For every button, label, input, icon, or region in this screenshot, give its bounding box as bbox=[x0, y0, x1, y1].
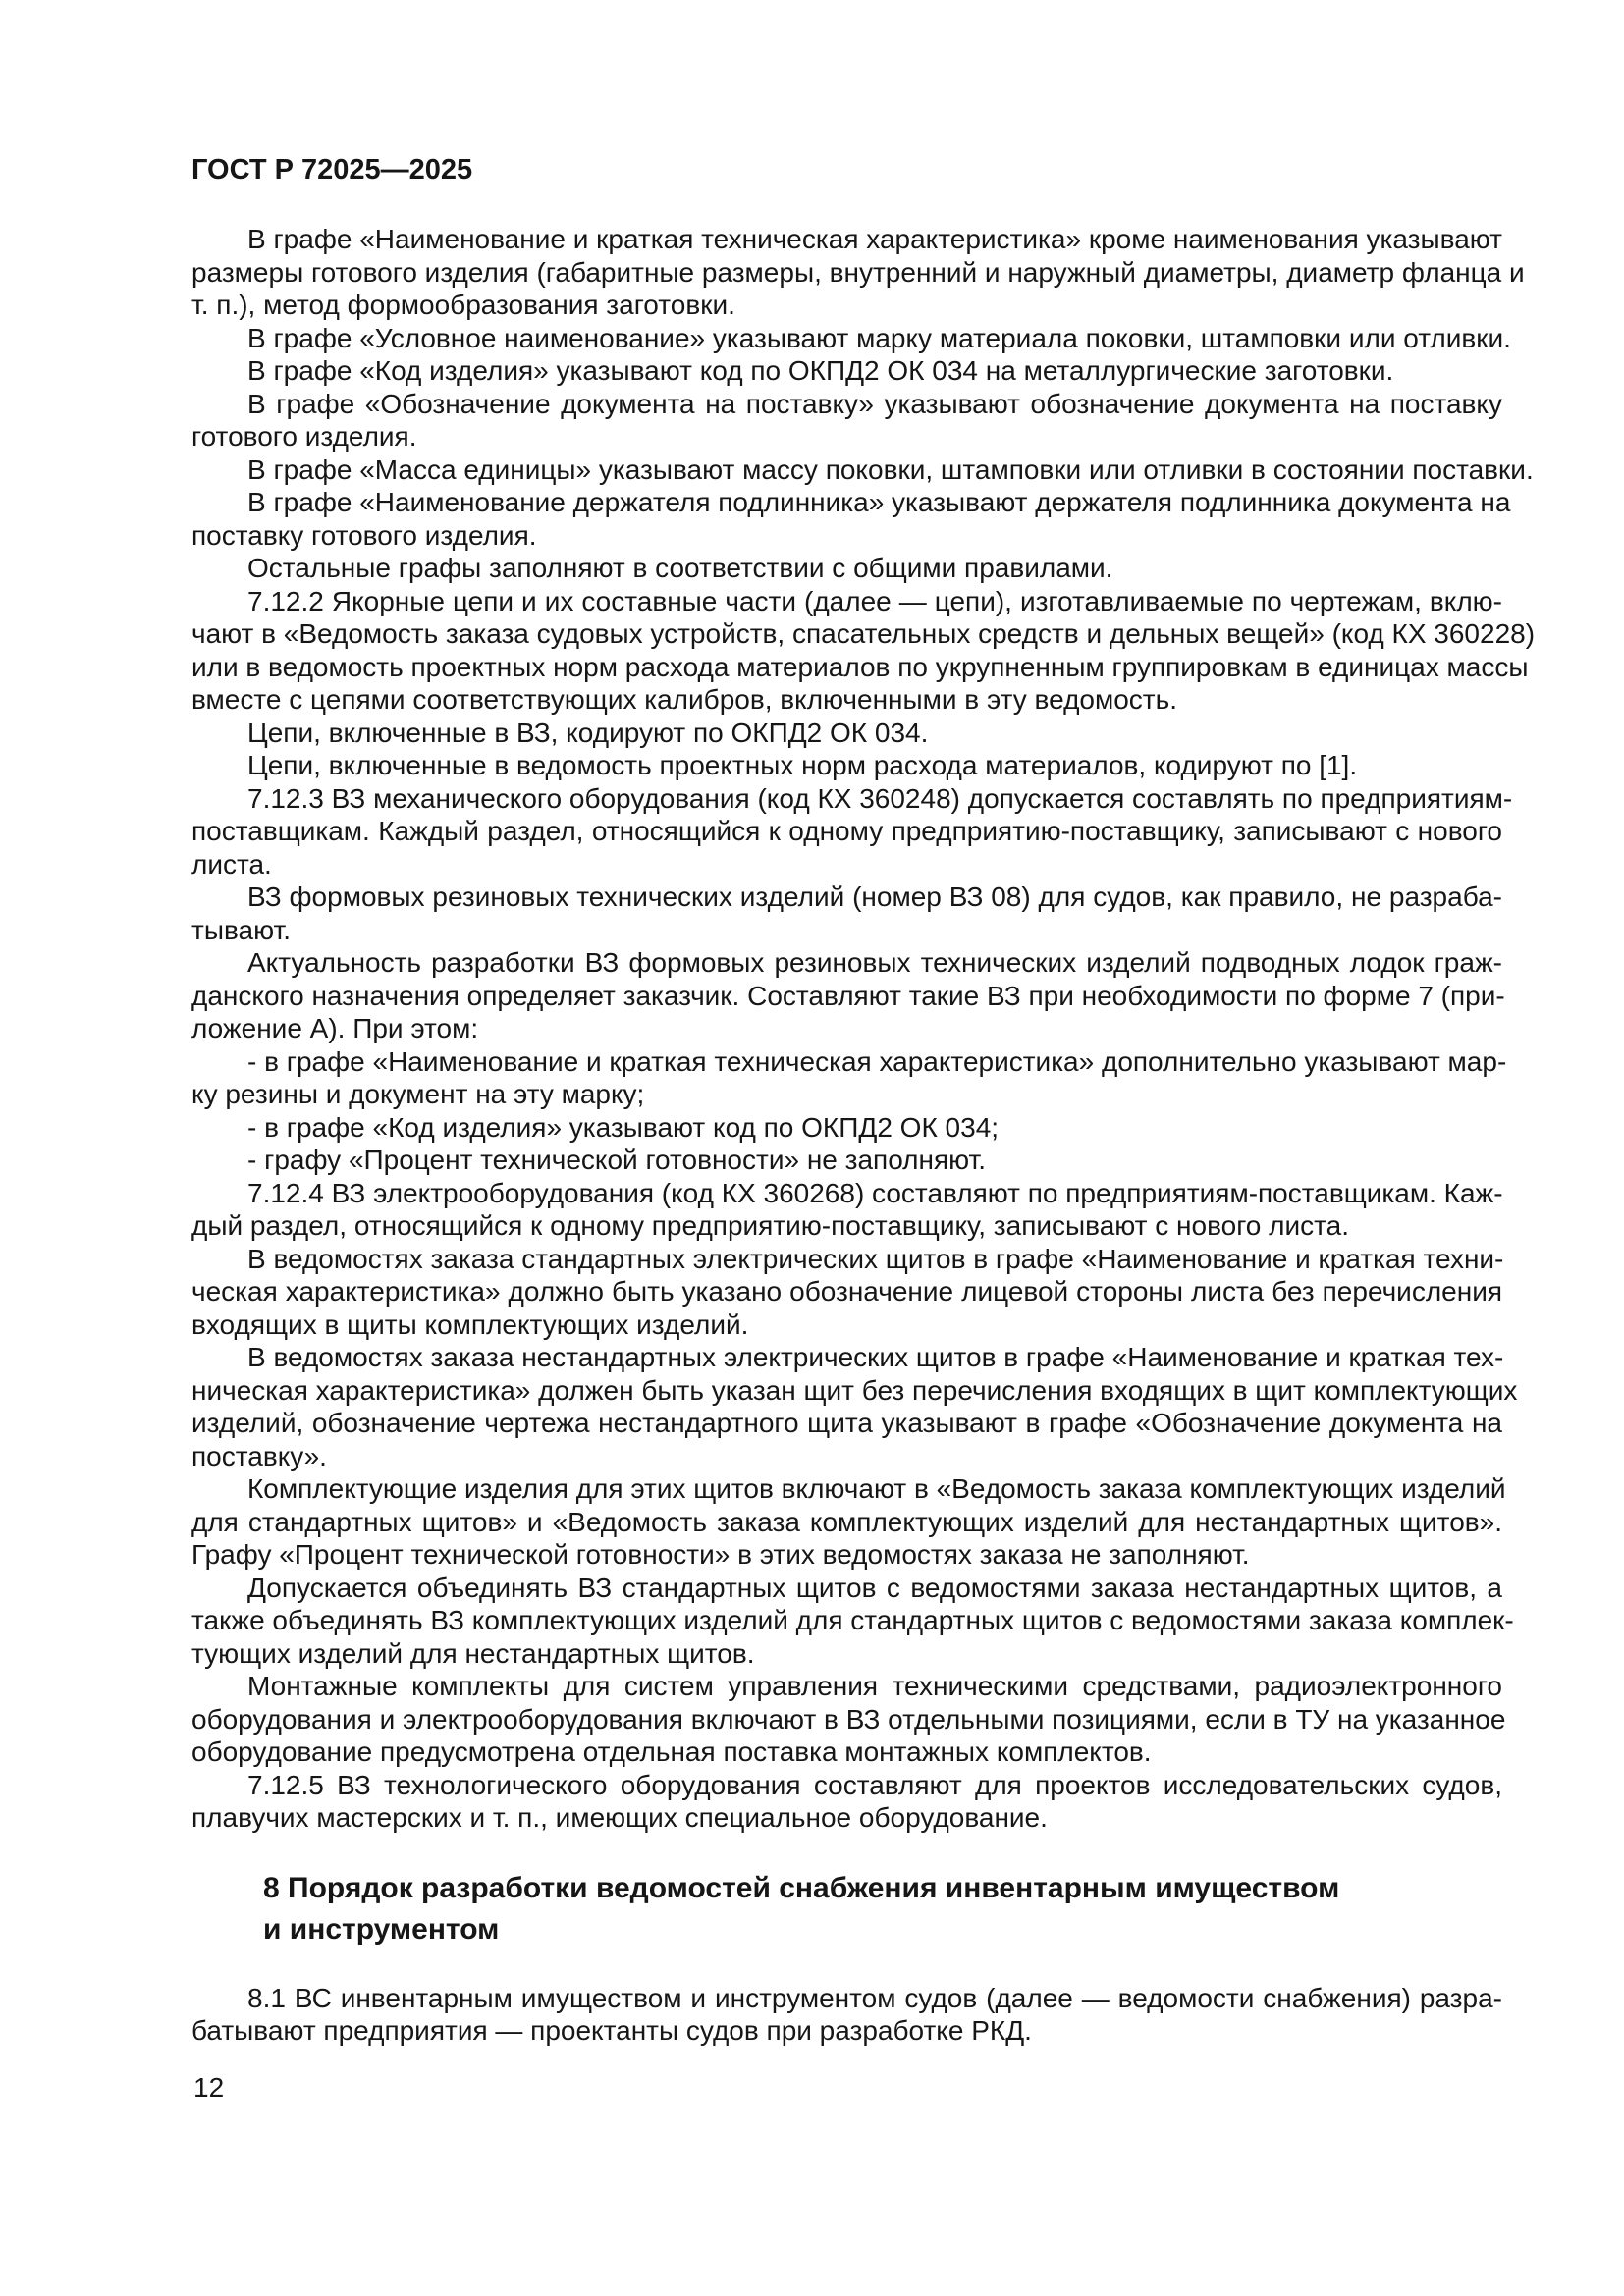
text-line: Графу «Процент технической готовности» в этих ведомостях заказа не заполняют. bbox=[191, 1539, 1250, 1570]
text-line: В графе «Наименование и краткая техническая характеристика» кроме наименования указывают bbox=[247, 224, 1502, 254]
paragraph bbox=[191, 486, 1511, 552]
text-line: плавучих мастерских и т. п., имеющих специальное оборудование. bbox=[191, 1802, 1048, 1833]
text-line: 7.12.4 ВЗ электрооборудования (код КХ 360268) составляют по предприятиям-поставщикам. Каж- bbox=[247, 1177, 1503, 1208]
text-line: - в графе «Наименование и краткая техническая характеристика» дополнительно указывают мар- bbox=[247, 1045, 1507, 1077]
text-line: также объединять ВЗ комплектующих изделий для стандартных щитов с ведомостями заказа комплек- bbox=[191, 1605, 1514, 1635]
text-line: В ведомостях заказа стандартных электрических щитов в графе «Наименование и краткая техни- bbox=[247, 1243, 1504, 1274]
heading-line: 8 Порядок разработки ведомостей снабжения инвентарным имуществом bbox=[263, 1871, 1340, 1904]
text-line: тывают. bbox=[191, 914, 291, 945]
paragraph bbox=[191, 223, 1525, 322]
text-line: 7.12.3 ВЗ механического оборудования (код КХ 360248) допускается составлять по предприятиям- bbox=[247, 782, 1513, 814]
text-line: В ведомостях заказа нестандартных электрических щитов в графе «Наименование и краткая тех- bbox=[247, 1342, 1504, 1372]
text-line: В графе «Масса единицы» указывают массу поковки, штамповки или отливки в состоянии поставки. bbox=[247, 454, 1534, 485]
text-line: ложение А). При этом: bbox=[191, 1013, 479, 1043]
text-line: листа. bbox=[191, 848, 272, 880]
text-line: оборудования и электрооборудования включают в ВЗ отдельными позициями, если в ТУ на указанное bbox=[191, 1703, 1506, 1735]
paragraph bbox=[191, 1111, 1502, 1145]
paragraph bbox=[191, 881, 1502, 946]
text-line: Допускается объединять ВЗ стандартных щитов с ведомостями заказа нестандартных щитов, а bbox=[247, 1572, 1502, 1603]
paragraph bbox=[191, 1769, 1502, 1835]
paragraph bbox=[191, 388, 1502, 454]
text-line: тующих изделий для нестандартных щитов. bbox=[191, 1637, 755, 1669]
paragraph bbox=[191, 1982, 1502, 2048]
text-line: Цепи, включенные в ведомость проектных норм расхода материалов, кодируют по [1]. bbox=[247, 750, 1358, 780]
text-line: размеры готового изделия (габаритные размеры, внутренний и наружный диаметры, диаметр фланца и bbox=[191, 256, 1525, 288]
paragraph bbox=[191, 749, 1502, 782]
paragraph bbox=[191, 946, 1505, 1045]
body-text bbox=[191, 223, 1536, 2048]
paragraph bbox=[191, 1670, 1506, 1769]
section-heading bbox=[263, 1868, 1502, 1950]
document-code: ГОСТ Р 72025—2025 bbox=[191, 154, 473, 186]
text-line: ническая характеристика» должен быть указан щит без перечисления входящих в щит комплектующих bbox=[191, 1374, 1518, 1406]
text-line: ВЗ формовых резиновых технических изделий (номер ВЗ 08) для судов, как правило, не разраба- bbox=[247, 881, 1502, 912]
paragraph bbox=[191, 552, 1502, 585]
text-line: 7.12.2 Якорные цепи и их составные части (далее — цепи), изготавливаемые по чертежам, вклю- bbox=[247, 585, 1502, 616]
paragraph bbox=[191, 585, 1536, 717]
text-line: т. п.), метод формообразования заготовки. bbox=[191, 290, 735, 320]
paragraph bbox=[191, 1472, 1506, 1572]
paragraph bbox=[191, 322, 1511, 355]
text-line: ку резины и документ на эту марку; bbox=[191, 1079, 645, 1109]
paragraph bbox=[191, 717, 1502, 750]
heading-line: и инструментом bbox=[263, 1912, 500, 1946]
text-line: оборудование предусмотрена отдельная поставка монтажных комплектов. bbox=[191, 1736, 1152, 1767]
text-line: готового изделия. bbox=[191, 421, 417, 452]
text-line: дый раздел, относящийся к одному предприятию-поставщику, записывают с нового листа. bbox=[191, 1210, 1349, 1241]
paragraph bbox=[191, 354, 1502, 388]
paragraph bbox=[191, 1045, 1507, 1111]
text-line: Актуальность разработки ВЗ формовых резиновых технических изделий подводных лодок граж- bbox=[247, 947, 1502, 978]
text-line: Монтажные комплекты для систем управления техническими средствами, радиоэлектронного bbox=[247, 1671, 1502, 1701]
text-line: чают в «Ведомость заказа судовых устройств, спасательных средств и дельных вещей» (код КХ 360228) bbox=[191, 618, 1536, 649]
paragraph bbox=[191, 1177, 1502, 1243]
page-number: 12 bbox=[193, 2072, 225, 2103]
text-line: Цепи, включенные в ВЗ, кодируют по ОКПД2 ОК 034. bbox=[247, 717, 929, 748]
text-line: входящих в щиты комплектующих изделий. bbox=[191, 1308, 749, 1340]
text-line: В графе «Код изделия» указывают код по ОКПД2 ОК 034 на металлургические заготовки. bbox=[247, 355, 1394, 386]
text-line: В графе «Обозначение документа на поставку» указывают обозначение документа на поставку bbox=[247, 388, 1502, 419]
text-line: или в ведомость проектных норм расхода материалов по укрупненным группировкам в единицах массы bbox=[191, 651, 1529, 682]
paragraph bbox=[191, 1243, 1502, 1342]
text-line: - графу «Процент технической готовности» не заполняют. bbox=[247, 1145, 987, 1175]
paragraph bbox=[191, 1572, 1514, 1671]
text-line: поставку готового изделия. bbox=[191, 519, 537, 551]
text-line: В графе «Условное наименование» указывают марку материала поковки, штамповки или отливки. bbox=[247, 322, 1511, 353]
text-line: для стандартных щитов» и «Ведомость заказа комплектующих изделий для нестандартных щитов». bbox=[191, 1506, 1502, 1537]
text-line: вместе с цепями соответствующих калибров, включенными в эту ведомость. bbox=[191, 684, 1177, 715]
text-line: батывают предприятия — проектанты судов при разработке РКД. bbox=[191, 2015, 1032, 2046]
paragraph bbox=[191, 454, 1534, 487]
text-line: Комплектующие изделия для этих щитов включают в «Ведомость заказа комплектующих изделий bbox=[247, 1473, 1506, 1504]
text-line: поставку». bbox=[191, 1440, 327, 1471]
text-line: Остальные графы заполняют в соответствии с общими правилами. bbox=[247, 553, 1113, 583]
paragraph bbox=[191, 1144, 1502, 1177]
text-line: 7.12.5 ВЗ технологического оборудования составляют для проектов исследовательских судов, bbox=[247, 1769, 1502, 1800]
paragraph bbox=[191, 782, 1513, 881]
paragraph bbox=[191, 1341, 1518, 1472]
text-line: ческая характеристика» должно быть указано обозначение лицевой стороны листа без перечисления bbox=[191, 1276, 1502, 1307]
text-line: поставщикам. Каждый раздел, относящийся к одному предприятию-поставщику, записывают с нового bbox=[191, 816, 1502, 846]
text-line: данского назначения определяет заказчик. Составляют такие ВЗ при необходимости по форме 7 (при- bbox=[191, 980, 1505, 1011]
text-line: 8.1 ВС инвентарным имуществом и инструментом судов (далее — ведомости снабжения) разра- bbox=[247, 1982, 1502, 2013]
text-line: - в графе «Код изделия» указывают код по ОКПД2 ОК 034; bbox=[247, 1111, 1000, 1143]
text-line: В графе «Наименование держателя подлинника» указывают держателя подлинника документа на bbox=[247, 487, 1511, 517]
text-line: изделий, обозначение чертежа нестандартного щита указывают в графе «Обозначение документа на bbox=[191, 1408, 1502, 1438]
